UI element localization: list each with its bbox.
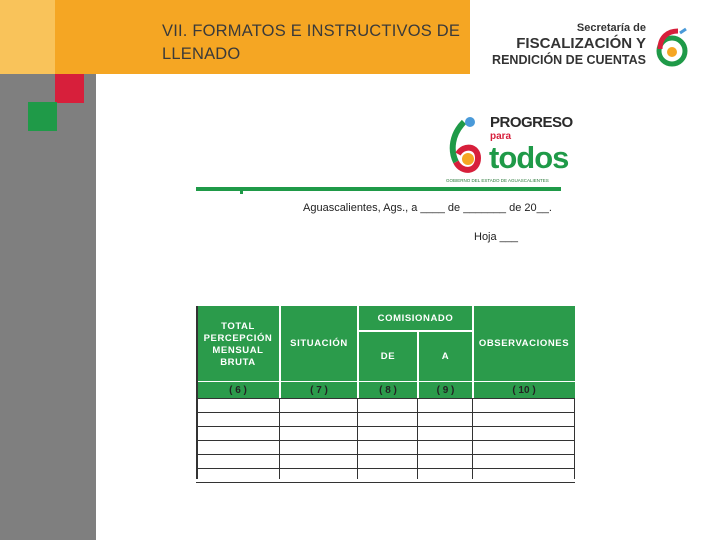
grid-left-border (196, 306, 198, 479)
header-divider (357, 306, 359, 381)
header-situacion: SITUACIÓN (280, 306, 358, 381)
grid-column-line (279, 398, 280, 479)
grid-column-line (472, 398, 473, 479)
grid-column-line (417, 398, 418, 479)
para-word: para (490, 131, 512, 142)
red-square-decoration (55, 74, 84, 103)
grid-right-border (574, 398, 575, 479)
six-emblem-icon (650, 27, 690, 69)
number-divider (417, 382, 419, 398)
table-row (196, 427, 575, 441)
sfrc-logo-line3: RENDICIÓN DE CUENTAS (492, 53, 646, 67)
header-divider (417, 331, 419, 381)
place-date-line: Aguascalientes, Ags., a ____ de _______ de 20__. (303, 202, 552, 214)
table-row (196, 399, 575, 413)
table-row (196, 469, 575, 483)
sheet-number: Hoja ___ (474, 231, 519, 243)
todos-word: todos (489, 140, 569, 175)
header-comisionado: COMISIONADO (358, 306, 473, 331)
government-tagline: GOBIERNO DEL ESTADO DE AGUASCALIENTES (446, 178, 549, 183)
table-row (196, 441, 575, 455)
green-square-decoration (28, 102, 57, 131)
column-number-8: ( 8 ) (358, 382, 418, 398)
header-line-right (243, 187, 561, 191)
sfrc-logo-line2: FISCALIZACIÓN Y (516, 35, 646, 52)
title-banner-accent (0, 0, 55, 74)
progreso-word: PROGRESO (490, 114, 573, 131)
header-observaciones: OBSERVACIONES (473, 306, 575, 381)
column-number-9: ( 9 ) (418, 382, 473, 398)
table-row (196, 455, 575, 469)
sfrc-logo-line1: Secretaría de (576, 22, 646, 34)
progreso-para-todos-logo (446, 112, 573, 187)
header-a: A (418, 331, 473, 381)
header-divider (358, 330, 473, 332)
table-row (196, 413, 575, 427)
progreso-emblem-icon (446, 114, 486, 178)
header-de: DE (358, 331, 418, 381)
header-divider (279, 306, 281, 381)
form-table (196, 306, 575, 479)
number-divider (472, 382, 474, 398)
grid-column-line (357, 398, 358, 479)
number-divider (279, 382, 281, 398)
sfrc-logo (484, 22, 704, 72)
header-divider (472, 306, 474, 381)
column-number-6: ( 6 ) (196, 382, 280, 398)
slide-title: VII. FORMATOS E INSTRUCTIVOS DE LLENADO (162, 22, 461, 63)
column-number-10: ( 10 ) (473, 382, 575, 398)
number-divider (357, 382, 359, 398)
header-line-left (196, 187, 240, 191)
header-total-percepcion: TOTAL PERCEPCIÓN MENSUAL BRUTA (196, 306, 280, 381)
column-number-7: ( 7 ) (280, 382, 358, 398)
